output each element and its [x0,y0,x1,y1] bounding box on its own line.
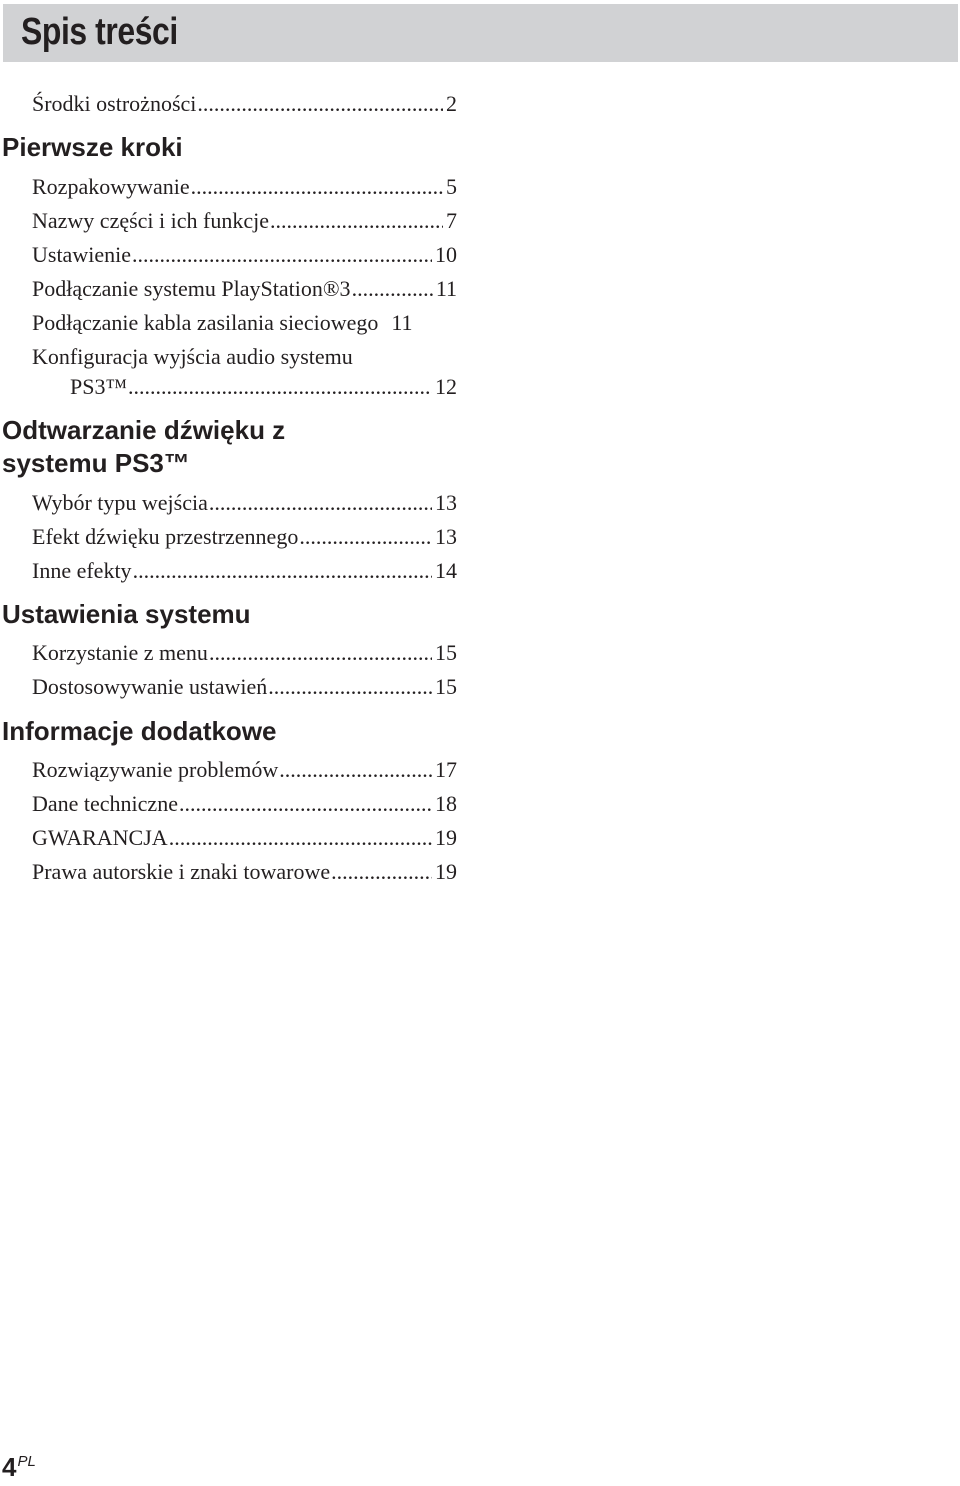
toc-entry-label: Inne efekty [32,558,132,583]
toc-entry-page: 15 [435,640,457,665]
toc-entry-page: 19 [435,825,457,850]
toc-entry-wybor-typu-wejscia[interactable] [32,488,457,518]
toc-entry-page: 18 [435,791,457,816]
section-heading-ustawienia-systemu: Ustawienia systemu [2,599,251,629]
page-number: 4 [2,1452,17,1482]
dot-leader [179,789,432,819]
toc-entry-page: 11 [435,276,457,301]
dot-leader [209,638,432,668]
toc-entry-page: 14 [435,558,457,583]
dot-leader [197,89,443,119]
toc-entry-ustawienie[interactable] [32,240,457,270]
dot-leader [128,372,432,402]
toc-entry-inne-efekty[interactable] [32,556,457,586]
toc-entry-label: Podłączanie kabla zasilania sieciowego [32,310,379,335]
toc-entry-label: Dane techniczne [32,791,178,816]
dot-leader [299,522,432,552]
toc-entry-rozwiazywanie-problemow[interactable] [32,755,457,785]
toc-entry-page: 11 [391,310,413,335]
toc-entry-label: Rozpakowywanie [32,174,190,199]
toc-entry-label: Rozwiązywanie problemów [32,757,279,782]
toc-entry-korzystanie-z-menu[interactable] [32,638,457,668]
toc-entry-page: 13 [435,524,457,549]
toc-entry-page: 19 [435,859,457,884]
toc-entry-page: 2 [446,91,457,116]
toc-entry-label: Środki ostrożności [32,91,197,116]
toc-entry-label: Nazwy części i ich funkcje [32,208,269,233]
toc-entry-podlaczanie-kabla[interactable] [32,308,457,338]
toc-entry-podlaczanie-ps3[interactable] [32,274,457,304]
page-title: Spis treści [21,11,178,53]
toc-entry-label-cont: PS3™ [70,374,128,399]
toc-entry-label: Prawa autorskie i znaki towarowe [32,859,331,884]
toc-entry-gwarancja[interactable] [32,823,457,853]
toc-entry-label: Podłączanie systemu PlayStation®3 [32,276,351,301]
toc-entry-nazwy-czesci[interactable] [32,206,457,236]
dot-leader [132,240,432,270]
dot-leader [352,274,433,304]
toc-entry-label: Korzystanie z menu [32,640,208,665]
dot-leader [169,823,432,853]
toc-entry-page: 5 [446,174,457,199]
toc-entry-page: 13 [435,490,457,515]
language-code: PL [17,1453,36,1470]
toc-entry-rozpakowywanie[interactable] [32,172,457,202]
toc-entry-page: 7 [446,208,457,233]
toc-entry-label: Dostosowywanie ustawień [32,674,268,699]
section-heading-odtwarzanie-line1: Odtwarzanie dźwięku z [2,415,286,445]
dot-leader [331,857,432,887]
dot-leader [209,488,432,518]
toc-entry-label: Wybór typu wejścia [32,490,208,515]
toc-entry-label: Efekt dźwięku przestrzennego [32,524,299,549]
toc-entry-dane-techniczne[interactable] [32,789,457,819]
toc-entry-page: 17 [435,757,457,782]
toc-entry-page: 15 [435,674,457,699]
toc-entry-page: 12 [435,374,457,399]
toc-entry-efekt-dzwieku[interactable] [32,522,457,552]
section-heading-odtwarzanie-line2: systemu PS3™ [2,448,190,478]
toc-entry-label: Ustawienie [32,242,131,267]
dot-leader [268,672,432,702]
toc-entry-page: 10 [435,242,457,267]
toc-entry-continuation [32,372,457,402]
toc-entry-srodki-ostroznosci[interactable] [32,89,457,119]
section-heading-informacje-dodatkowe: Informacje dodatkowe [2,716,277,746]
page-footer [2,1452,36,1483]
toc-entry-label: GWARANCJA [32,825,168,850]
toc-entry-konfiguracja-audio[interactable] [32,342,457,404]
dot-leader [133,556,432,586]
section-heading-pierwsze-kroki: Pierwsze kroki [2,132,183,162]
dot-leader [270,206,443,236]
toc-entry-dostosowywanie-ustawien[interactable] [32,672,457,702]
dot-leader [191,172,443,202]
title-bar [3,4,958,62]
dot-leader [279,755,432,785]
toc-entry-prawa-autorskie[interactable] [32,857,457,887]
toc-entry-label: Konfiguracja wyjścia audio systemu [32,344,353,369]
